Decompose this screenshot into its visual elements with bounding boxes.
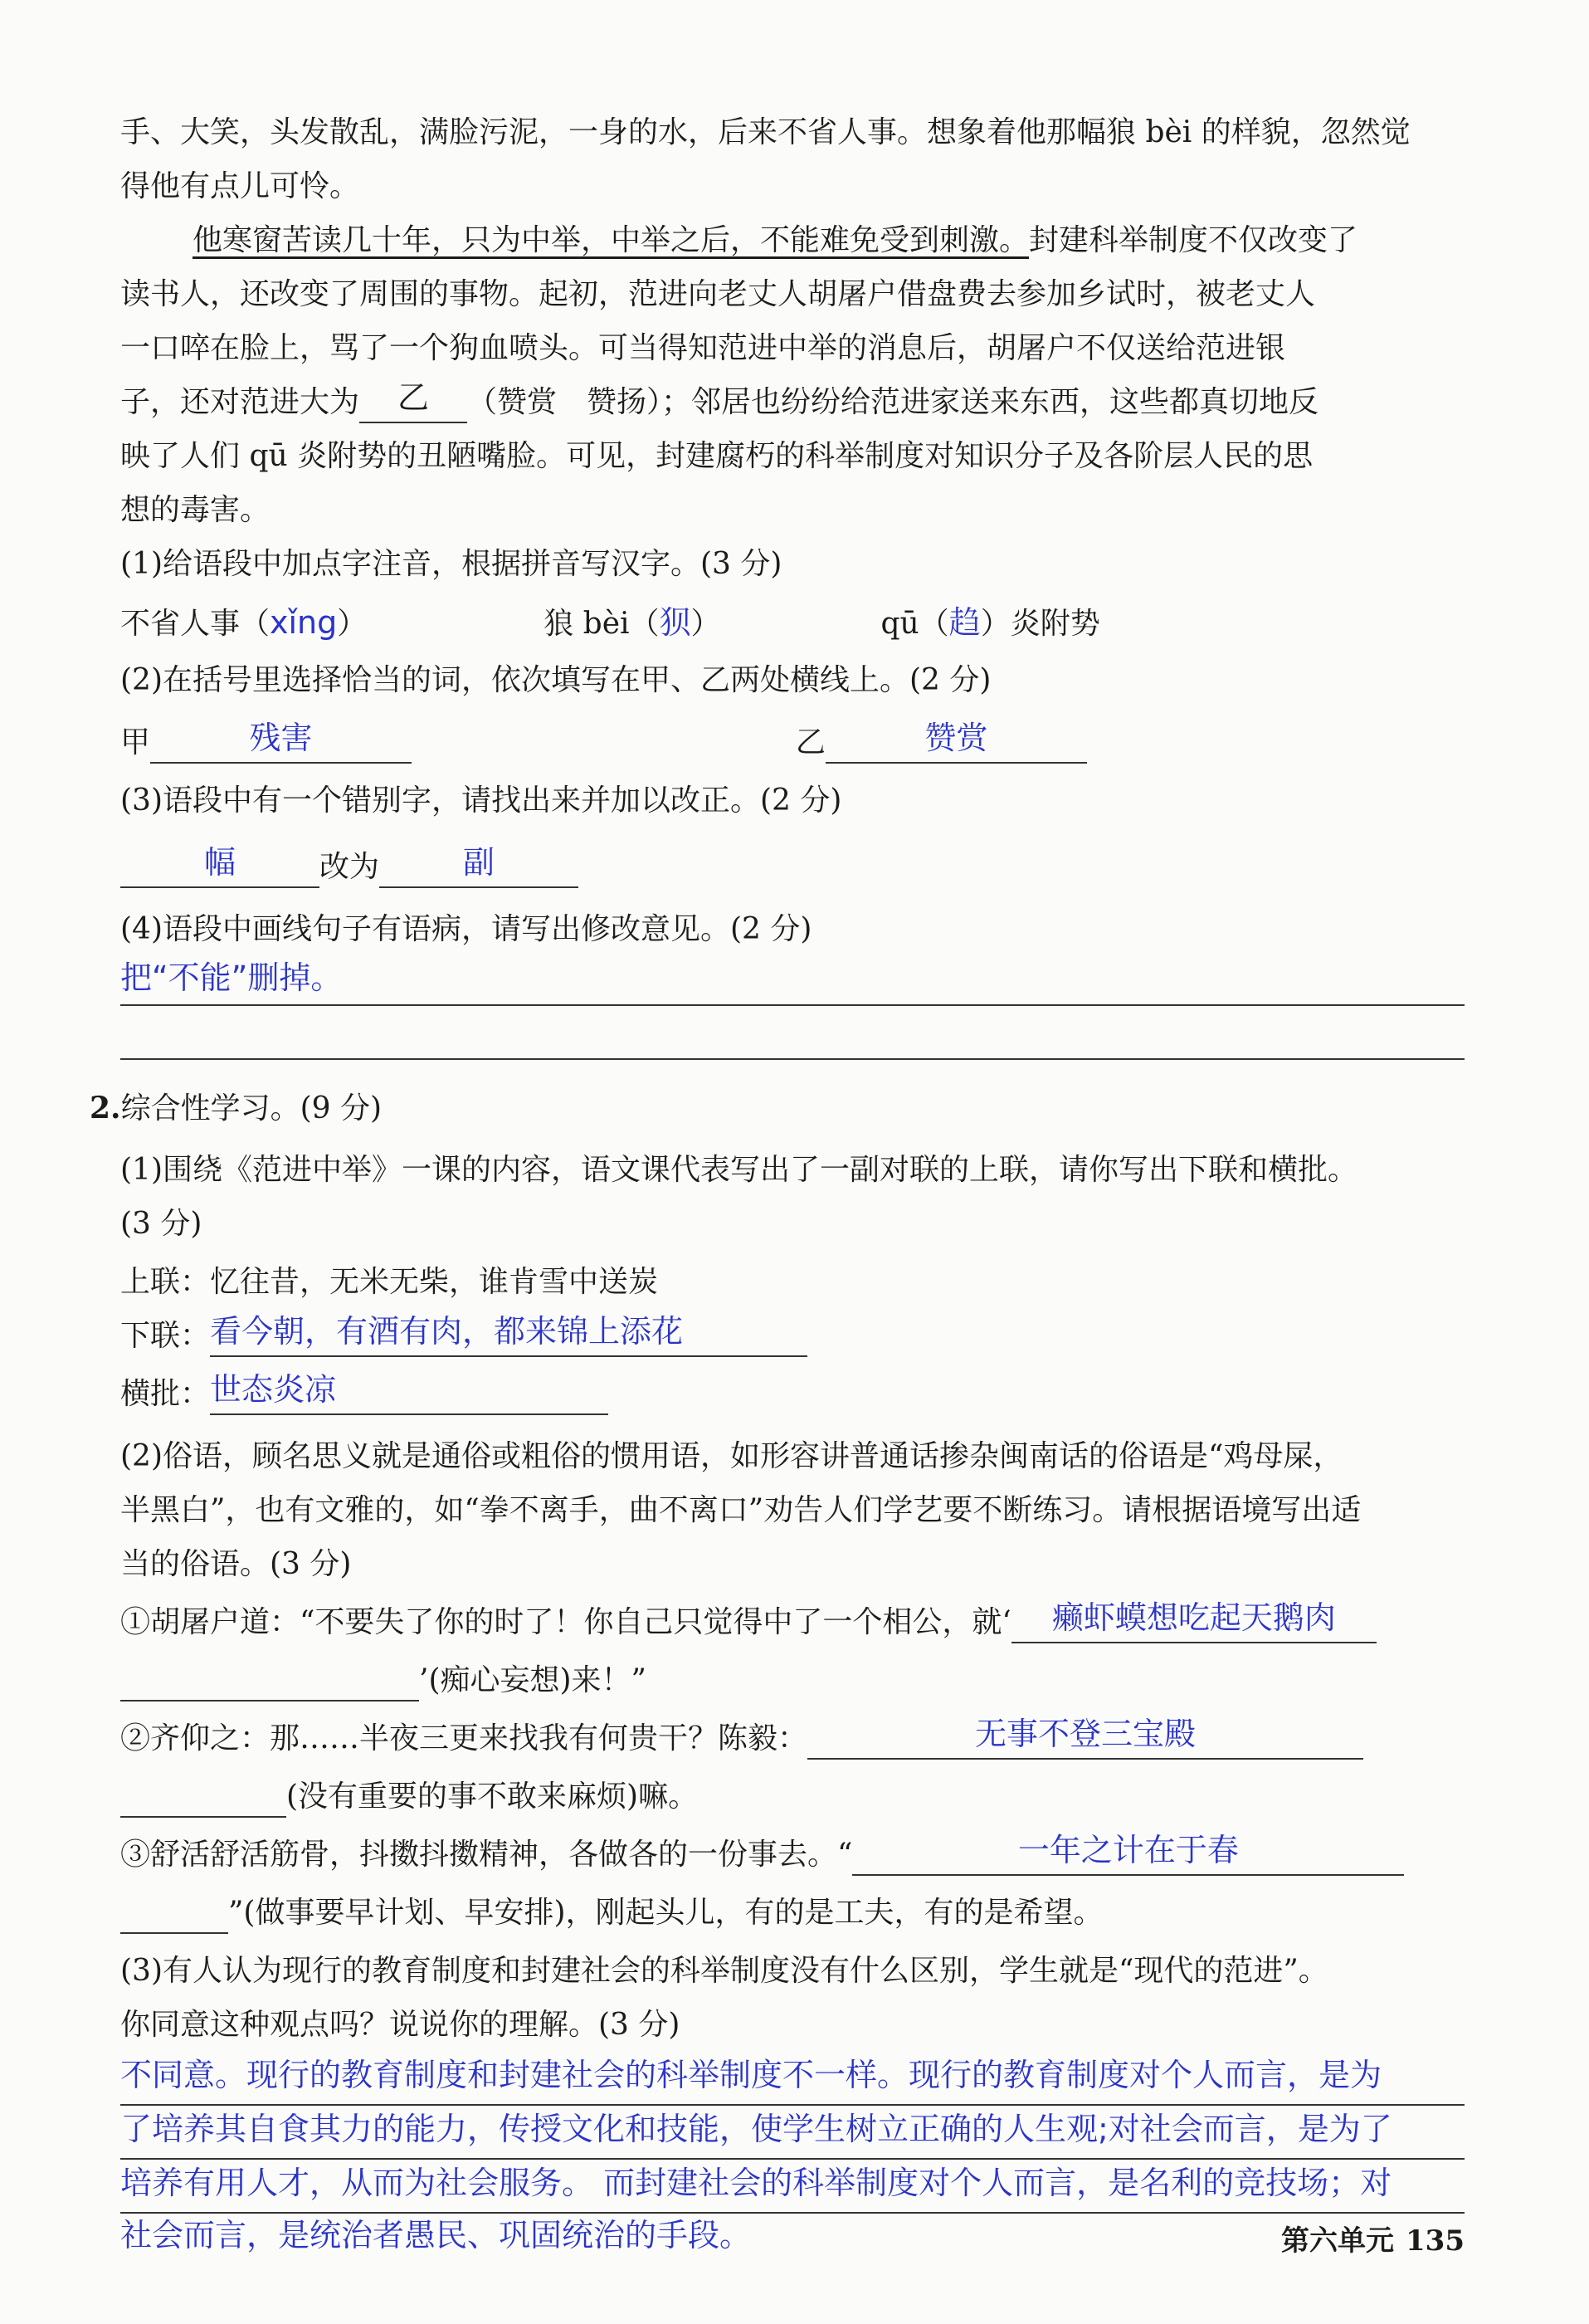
- q1-4-prompt: (4)语段中画线句子有语病，请写出修改意见。(2 分): [120, 912, 812, 946]
- saying-2-cont: (没有重要的事不敢来麻烦)嘛。: [120, 1776, 1465, 1818]
- q1-4-answer: 把“不能”删掉。: [120, 959, 343, 996]
- q1-2-answers: 甲 残害 乙 赞赏: [120, 722, 1465, 764]
- q1-2-prompt: (2)在括号里选择恰当的词，依次填写在甲、乙两处横线上。(2 分): [120, 663, 992, 697]
- passage-line-1: 手、大笑，头发散乱，满脸污泥，一身的水，后来不省人事。想象着他那幅狼 bèi 的样貌，忽然觉: [120, 115, 1411, 149]
- q2-2-prompt-c: 当的俗语。(3 分): [120, 1547, 352, 1581]
- q2-1-prompt-a: (1)围绕《范进中举》一课的内容，语文课代表写出了一副对联的上联，请你写出下联和横批。: [120, 1153, 1357, 1187]
- underlined-sentence: 他寒窗苦读几十年，只为中举，中举之后，不能难免受到刺激。: [193, 223, 1030, 257]
- blank-right-char: 副: [379, 852, 578, 888]
- q2-title: 2.综合性学习。(9 分): [90, 1091, 383, 1125]
- answer-bei: 狈: [659, 604, 691, 641]
- blank-saying-1-cont: [120, 1665, 419, 1702]
- q2-3-answer-3: 培养有用人才，从而为社会服务。 而封建社会的科举制度对个人而言，是名利的竞技场；对: [120, 2165, 1392, 2201]
- blank-saying-3: 一年之计在于春: [852, 1839, 1404, 1876]
- unit-label: 第六单元: [1281, 2224, 1395, 2258]
- saying-1: ①胡屠户道：“不要失了你的时了！你自己只觉得中了一个相公，就‘ 癞虾蟆想吃起天鹅肉: [120, 1602, 1465, 1643]
- hengpi: 横批： 世态炎凉: [120, 1374, 1465, 1415]
- q2-2-prompt-b: 半黑白”，也有文雅的，如“拳不离手，曲不离口”劝告人们学艺要不断练习。请根据语境写出适: [120, 1493, 1362, 1527]
- blank-saying-3-cont: [120, 1897, 228, 1934]
- passage-line-7: 映了人们 qū 炎附势的丑陋嘴脸。可见，封建腐朽的科举制度对知识分子及各阶层人民的思: [120, 439, 1314, 473]
- q2-1-prompt-b: (3 分): [120, 1207, 202, 1241]
- blank-yi-answer: 赞赏: [826, 727, 1087, 764]
- answer-line: [120, 1004, 1465, 1006]
- blank-saying-2: 无事不登三宝殿: [807, 1723, 1363, 1760]
- saying-3: ③舒活舒活筋骨，抖擞抖擞精神，各做各的一份事去。“ 一年之计在于春: [120, 1834, 1465, 1876]
- page-number: 135: [1406, 2224, 1465, 2258]
- passage-line-5: 一口啐在脸上，骂了一个狗血喷头。可当得知范进中举的消息后，胡屠户不仅送给范进银: [120, 331, 1286, 365]
- blank-saying-1: 癞虾蟆想吃起天鹅肉: [1011, 1607, 1377, 1643]
- passage-line-6: 子，还对范进大为 乙 （赞赏 赞扬）；邻居也纷纷给范进家送来东西，这些都真切地反: [120, 382, 1465, 423]
- q1-3-prompt: (3)语段中有一个错别字，请找出来并加以改正。(2 分): [120, 784, 842, 818]
- passage-line-8: 想的毒害。: [120, 493, 271, 527]
- answer-line: [120, 1058, 1465, 1060]
- answer-line: [120, 2212, 1465, 2214]
- saying-2: ②齐仰之：那……半夜三更来找我有何贵干？陈毅： 无事不登三宝殿: [120, 1718, 1465, 1760]
- page-footer: [1281, 2218, 1465, 2258]
- blank-xialian: 看今朝，有酒有肉，都来锦上添花: [210, 1321, 807, 1357]
- q2-3-answer-1: 不同意。现行的教育制度和封建社会的科举制度不一样。现行的教育制度对个人而言，是为: [120, 2057, 1382, 2093]
- answer-xing: xǐng: [270, 604, 338, 641]
- q2-2-prompt-a: (2)俗语，顾名思义就是通俗或粗俗的惯用语，如形容讲普通话掺杂闽南话的俗语是“鸡母屎，: [120, 1439, 1343, 1473]
- blank-saying-2-cont: [120, 1781, 286, 1818]
- saying-3-cont: ”(做事要早计划、早安排)，刚起头儿，有的是工夫，有的是希望。: [120, 1892, 1465, 1934]
- q1-3-answers: 幅 改为 副: [120, 847, 1465, 888]
- passage-line-4: 读书人，还改变了周围的事物。起初，范进向老丈人胡屠户借盘费去参加乡试时，被老丈人: [120, 277, 1316, 311]
- shanglian: 上联：忆往昔，无米无柴，谁肯雪中送炭: [120, 1265, 659, 1299]
- xialian: 下联： 看今朝，有酒有肉，都来锦上添花: [120, 1316, 1465, 1357]
- saying-1-cont: ’(痴心妄想)来！”: [120, 1660, 1465, 1702]
- q2-3-prompt-a: (3)有人认为现行的教育制度和封建社会的科举制度没有什么区别，学生就是“现代的范进”。: [120, 1954, 1328, 1988]
- q1-1-answers: 不省人事（xǐng） 狼 bèi（狈） qū（趋）炎附势: [120, 604, 1100, 641]
- q2-3-answer-4: 社会而言，是统治者愚民、巩固统治的手段。: [120, 2217, 752, 2253]
- blank-wrong-char: 幅: [120, 852, 319, 888]
- passage-line-3: 他寒窗苦读几十年，只为中举，中举之后，不能难免受到刺激。封建科举制度不仅改变了: [193, 223, 1358, 257]
- blank-jia: 残害: [150, 727, 412, 764]
- answer-qu: 趋: [948, 604, 981, 641]
- blank-yi: 乙: [359, 387, 467, 423]
- blank-hengpi: 世态炎凉: [210, 1379, 608, 1415]
- answer-line: [120, 2104, 1465, 2106]
- q2-3-answer-2: 了培养其自食其力的能力，传授文化和技能，使学生树立正确的人生观;对社会而言，是为了: [120, 2111, 1392, 2147]
- passage-line-2: 得他有点儿可怜。: [120, 169, 360, 203]
- q2-3-prompt-b: 你同意这种观点吗？说说你的理解。(3 分): [120, 2008, 680, 2042]
- q1-1-prompt: (1)给语段中加点字注音，根据拼音写汉字。(3 分): [120, 547, 782, 581]
- answer-line: [120, 2158, 1465, 2160]
